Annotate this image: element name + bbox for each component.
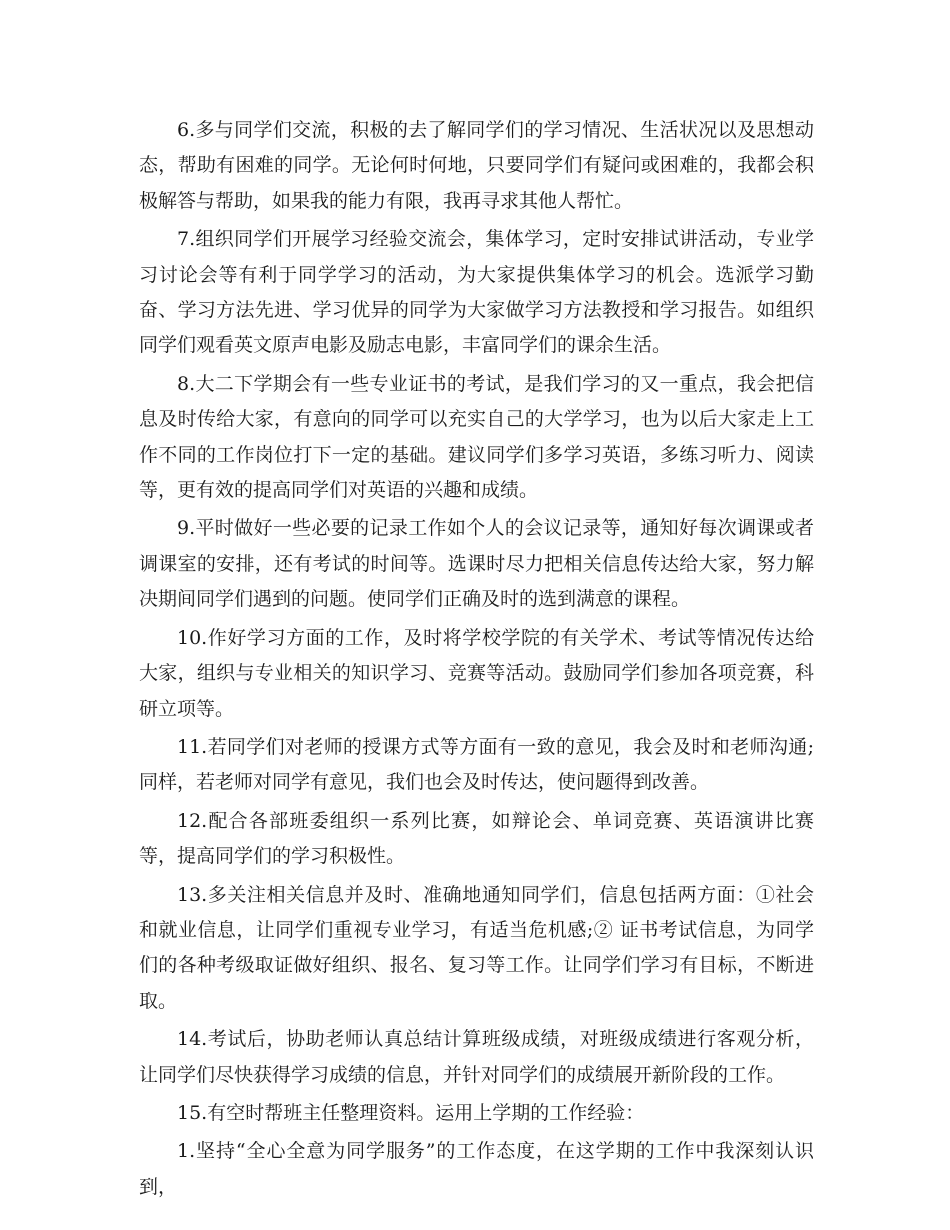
paragraph-9: 9.平时做好一些必要的记录工作如个人的会议记录等，通知好每次调课或者调课室的安排，还有考试的时间等。选课时尽力把相关信息传达给大家，努力解决期间同学们遇到的问题。使同学们正确及时的选到满意的课程。 (139, 517, 814, 611)
paragraph-12: 12.配合各部班委组织一系列比赛，如辩论会、单词竞赛、英语演讲比赛等，提高同学们的学习积极性。 (139, 809, 814, 868)
paragraph-6: 6.多与同学们交流，积极的去了解同学们的学习情况、生活状况以及思想动态，帮助有困难的同学。无论何时何地，只要同学们有疑问或困难的，我都会积极解答与帮助，如果我的能力有限，我再寻求其他人帮忙。 (139, 119, 814, 212)
document-body (139, 113, 814, 1208)
paragraph-1: 1.坚持“全心全意为同学服务”的工作态度，在这学期的工作中我深刻认识到， (139, 1140, 814, 1198)
paragraph-10: 10.作好学习方面的工作，及时将学校学院的有关学术、考试等情况传达给大家，组织与专业相关的知识学习、竞赛等活动。鼓励同学们参加各项竞赛，科研立项等。 (139, 626, 814, 720)
paragraph-14: 14.考试后，协助老师认真总结计算班级成绩，对班级成绩进行客观分析，让同学们尽快获得学习成绩的信息，并针对同学们的成绩展开新阶段的工作。 (139, 1028, 814, 1086)
paragraph-13: 13.多关注相关信息并及时、准确地通知同学们，信息包括两方面：①社会和就业信息，让同学们重视专业学习，有适当危机感;② 证书考试信息，为同学们的各种考级取证做好组织、报名、复习等工作。让同学们学习有目标，不断进取。 (139, 883, 814, 1012)
paragraph-15: 15.有空时帮班主任整理资料。运用上学期的工作经验： (177, 1101, 645, 1124)
paragraph-7: 7.组织同学们开展学习经验交流会，集体学习，定时安排试讲活动，专业学习讨论会等有利于同学学习的活动，为大家提供集体学习的机会。选派学习勤奋、学习方法先进、学习优异的同学为大家做学习方法教授和学习报告。如组织同学们观看英文原声电影及励志电影，丰富同学们的课余生活。 (139, 228, 814, 357)
paragraph-11: 11.若同学们对老师的授课方式等方面有一致的意见，我会及时和老师沟通;同样，若老师对同学有意见，我们也会及时传达，使问题得到改善。 (139, 735, 814, 794)
paragraph-8: 8.大二下学期会有一些专业证书的考试，是我们学习的又一重点，我会把信息及时传给大家，有意向的同学可以充实自己的大学学习，也为以后大家走上工作不同的工作岗位打下一定的基础。建议同学们多学习英语，多练习听力、阅读等，更有效的提高同学们对英语的兴趣和成绩。 (139, 372, 814, 502)
